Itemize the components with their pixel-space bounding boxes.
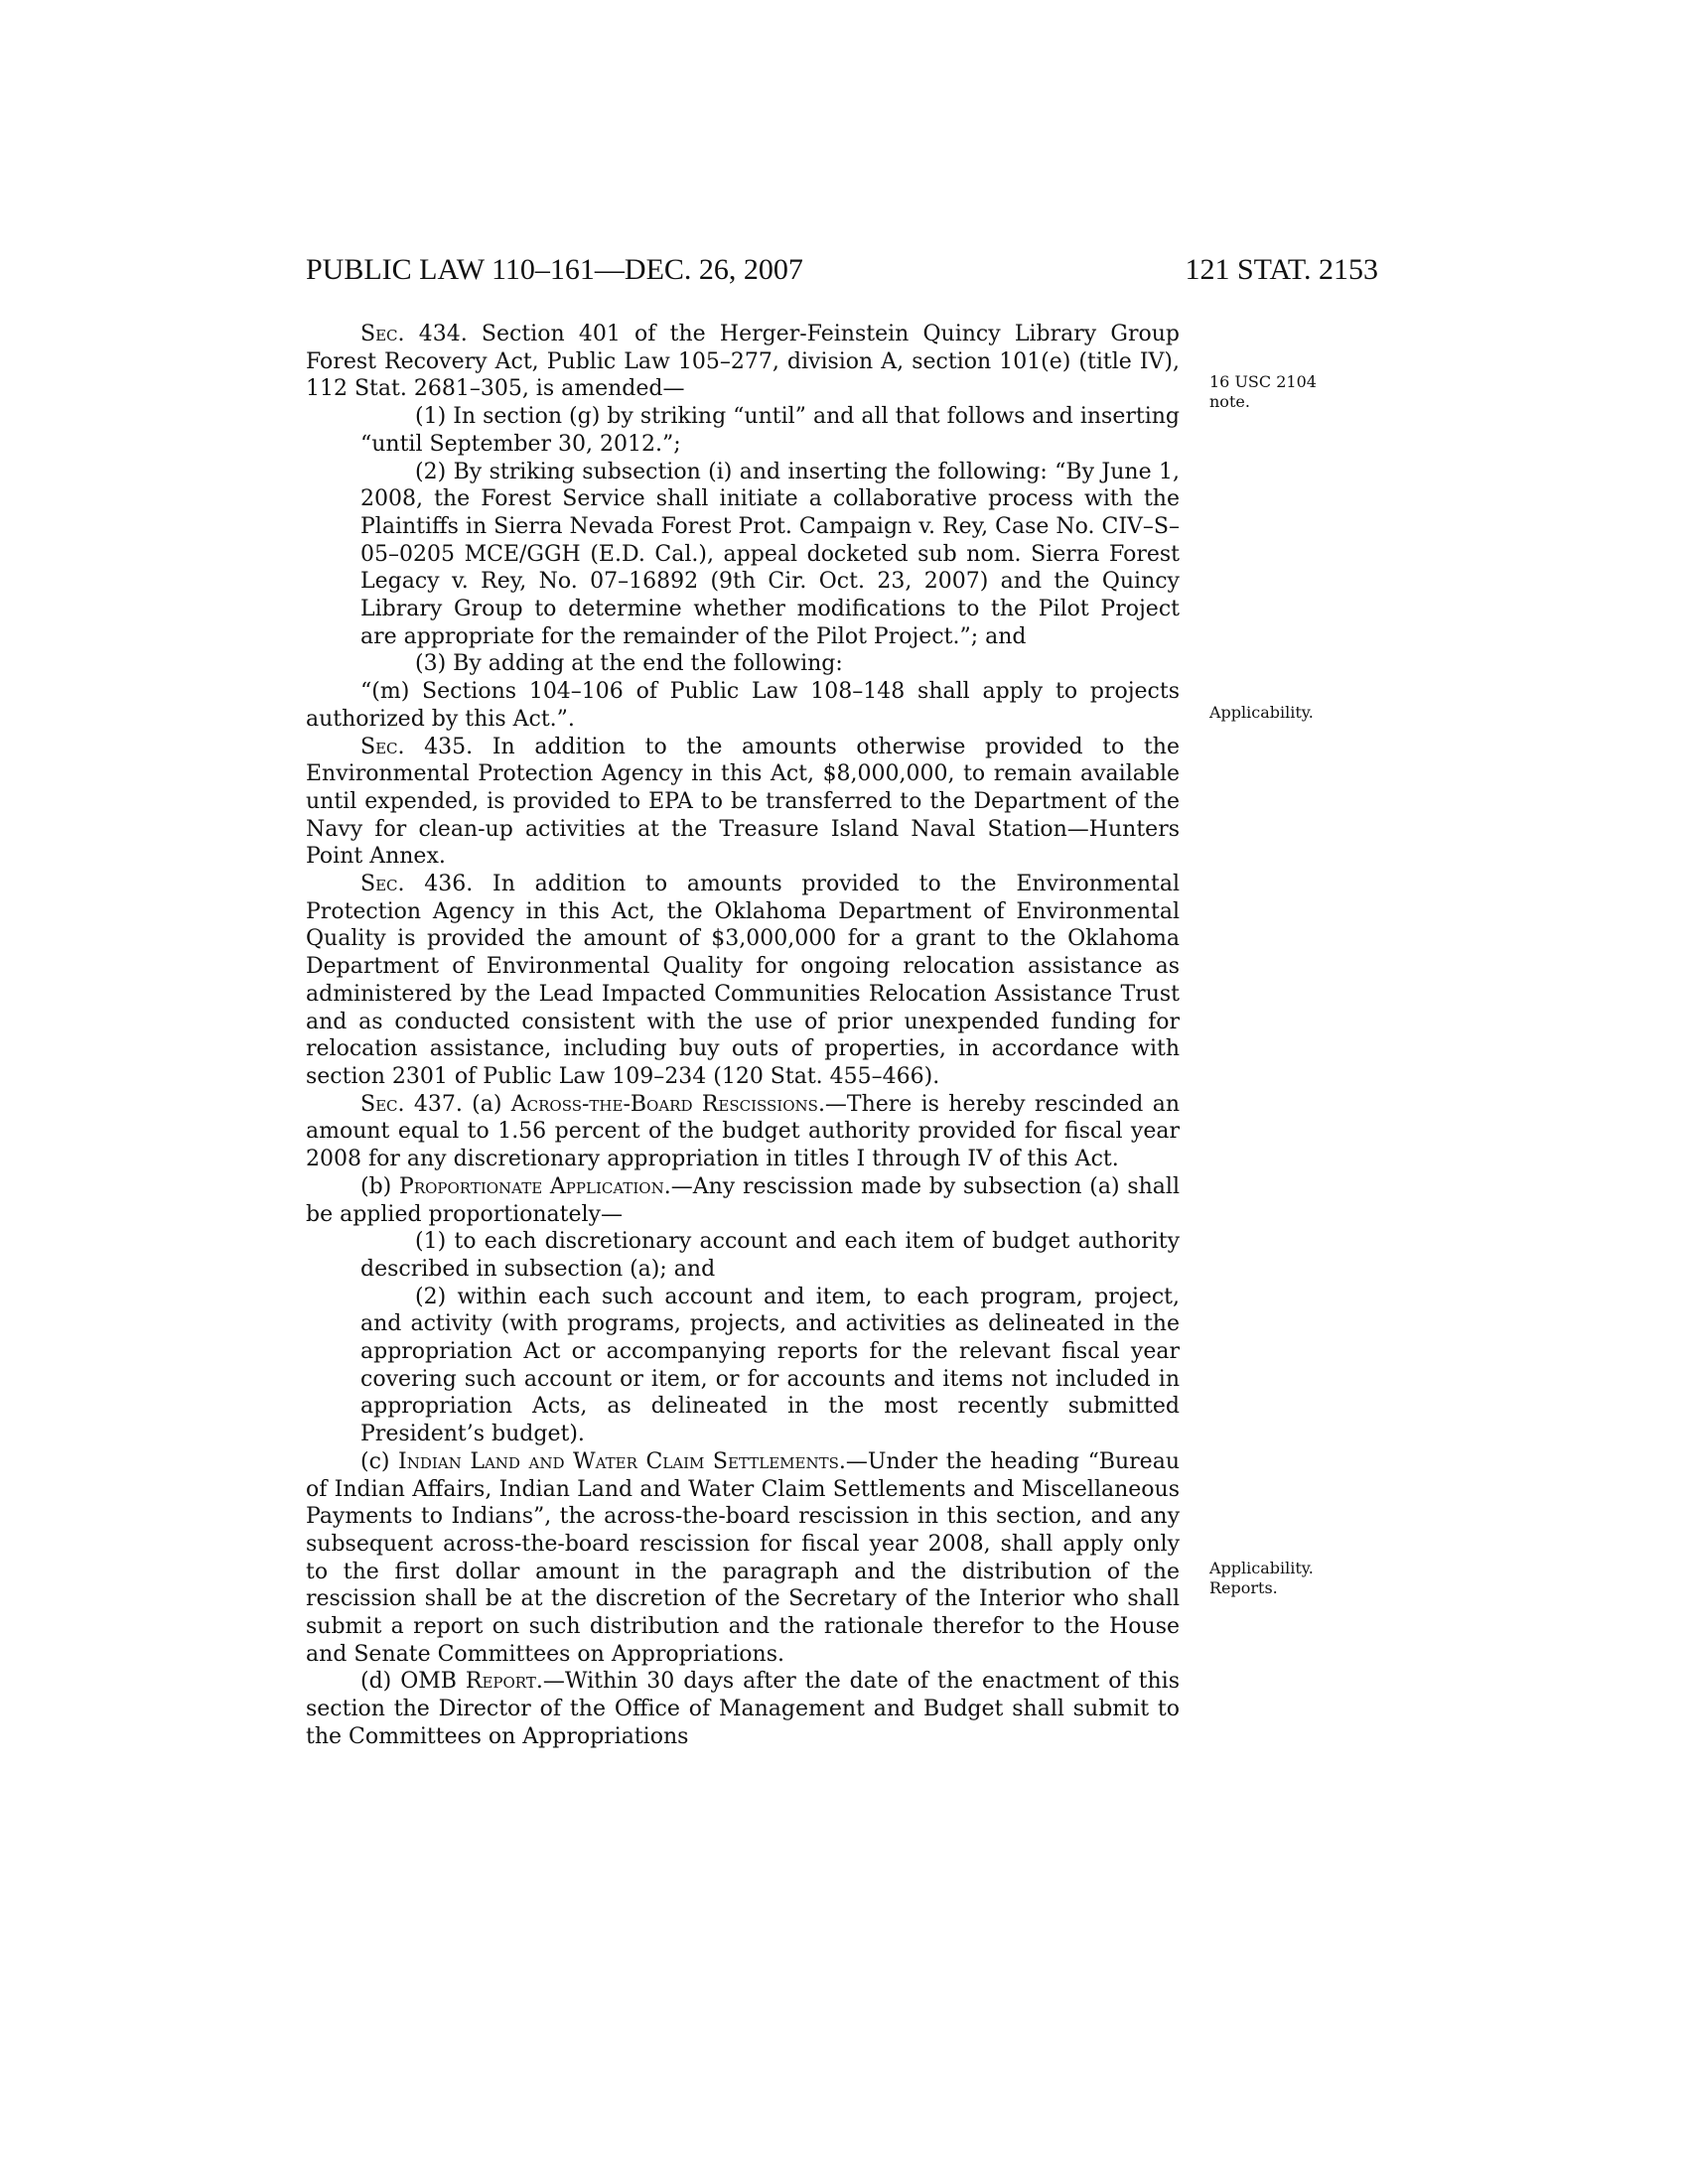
sec-437-c-heading: Indian Land and Water Claim Settlements [398, 1448, 839, 1474]
sec-437-b-text: .—Any rescission made by subsection (a) shall be applied proportionately— [306, 1173, 1180, 1227]
sec-434-item-3: (3) By adding at the end the following: [415, 651, 843, 677]
sec-437-a-text: .—There is hereby rescinded an amount equal to 1.56 percent of the budget authority provided for fiscal year 2008 for any discretionary appropriation in titles I through IV of this Act. [306, 1091, 1180, 1172]
sec-436-text: 436. In addition to amounts provided to the Environmental Protection Agency in this Act, the Oklahoma Department of Environmental Quality is provided the amount of $3,000,000 for a grant to the Oklahoma Department of Environmental Quality for ongoing relocation assistance as administered by the Lead Impacted Communities Relocation Assistance Trust and as conducted consistent with the use of prior unexpended funding for relocation assistance, including buy outs of properties, in accordance with section 2301 of Public Law 109–234 (120 Stat. 455–466). [306, 872, 1180, 1089]
sec-437-label: Sec. [360, 1091, 405, 1117]
margin-note-usc-line2: note. [1209, 392, 1250, 411]
sec-437-b-num: (b) [360, 1173, 400, 1199]
sec-435-text: 435. In addition to the amounts otherwise provided to the Environmental Protection Agency in this Act, $8,000,000, to remain available until expended, is provided to EPA to be transferred to the Department of the Navy for clean-up activities at the Treasure Island Naval Station—Hunters Point Annex. [306, 734, 1180, 870]
header-page-number: 121 STAT. 2153 [1185, 253, 1378, 286]
sec-434-label: Sec. [360, 322, 405, 346]
sec-435-label: Sec. [360, 734, 405, 759]
sec-437-c-paragraph [306, 1448, 1180, 1669]
sec-437-b-item-2: (2) within each such account and item, to each program, project, and activity (with programs, projects, and activities as delineated in the appropriation Act or accompanying reports for the relevant fiscal year covering such account or item, or for accounts and items not included in appropriation Acts, as delineated in the most recently submitted President’s budget). [360, 1284, 1180, 1447]
document-body [306, 321, 1180, 1751]
sec-437-num: 437. (a) [404, 1091, 511, 1117]
sec-437-a-heading: Across-the-Board Rescissions [510, 1091, 818, 1117]
margin-note-usc [1209, 372, 1317, 412]
sec-437-a-paragraph [306, 1091, 1180, 1173]
sec-434-item-1: (1) In section (g) by striking “until” and all that follows and inserting “until September 30, 2012.”; [360, 404, 1180, 457]
sec-437-d-text: .—Within 30 days after the date of the enactment of this section the Director of the Office of Management and Budget shall submit to the Committees on Appropriations [306, 1669, 1180, 1749]
margin-note-applicability [1209, 703, 1314, 723]
header-title: PUBLIC LAW 110–161—DEC. 26, 2007 [306, 253, 803, 286]
sec-437-b-heading: Proportionate Application [399, 1173, 664, 1199]
sec-436-label: Sec. [360, 872, 405, 897]
sec-437-c-num: (c) [360, 1448, 399, 1474]
sec-434-subsection-m: “(m) Sections 104–106 of Public Law 108–148 shall apply to projects authorized by this Act.”. [306, 679, 1180, 732]
sec-434-paragraph [306, 321, 1180, 403]
sec-437-b-item-1: (1) to each discretionary account and each item of budget authority described in subsection (a); and [360, 1229, 1180, 1282]
margin-note-applicability-line: Applicability. [1209, 1559, 1314, 1577]
sec-436-paragraph [306, 871, 1180, 1091]
margin-note-applicability-reports [1209, 1559, 1314, 1598]
page-header [306, 250, 1378, 290]
sec-437-d-num: (d) OMB [360, 1669, 466, 1695]
sec-437-d-heading: Report [465, 1669, 536, 1695]
sec-437-d-paragraph [306, 1668, 1180, 1750]
sec-434-text: 434. Section 401 of the Herger-Feinstein Quincy Library Group Forest Recovery Act, Public Law 105–277, division A, section 101(e) (title IV), 112 Stat. 2681–305, is amended— [306, 322, 1180, 402]
sec-435-paragraph [306, 734, 1180, 872]
sec-437-b-paragraph [306, 1173, 1180, 1228]
margin-note-reports-line: Reports. [1209, 1578, 1278, 1597]
sec-434-item-2: (2) By striking subsection (i) and inserting the following: “By June 1, 2008, the Forest Service shall initiate a collaborative process with the Plaintiffs in Sierra Nevada Forest Prot. Campaign v. Rey, Case No. CIV–S–05–0205 MCE/GGH (E.D. Cal.), appeal docketed sub nom. Sierra Forest Legacy v. Rey, No. 07–16892 (9th Cir. Oct. 23, 2007) and the Quincy Library Group to determine whether modifications to the Pilot Project are appropriate for the remainder of the Pilot Project.”; and [360, 459, 1180, 649]
margin-note-applicability-text: Applicability. [1209, 703, 1314, 722]
margin-note-usc-line1: 16 USC 2104 [1209, 372, 1317, 391]
sec-437-c-text: .—Under the heading “Bureau of Indian Affairs, Indian Land and Water Claim Settlements and Miscellaneous Payments to Indians”, the across-the-board rescission in this section, and any subsequent across-the-board rescission for fiscal year 2008, shall apply only to the first dollar amount in the paragraph and the distribution of the rescission shall be at the discretion of the Secretary of the Interior who shall submit a report on such distribution and the rationale therefor to the House and Senate Committees on Appropriations. [306, 1448, 1180, 1667]
